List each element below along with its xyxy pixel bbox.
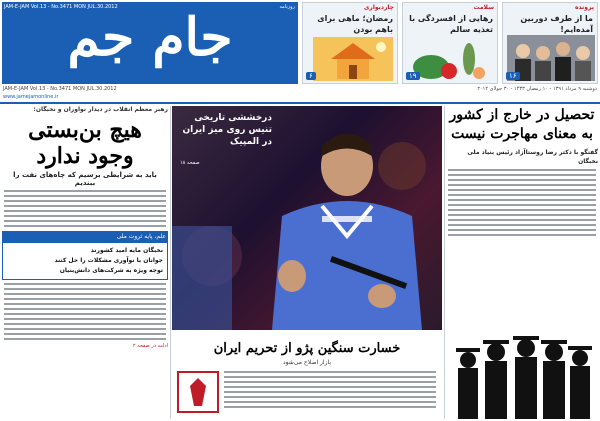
text-line xyxy=(4,333,166,335)
promo-page-number: ۶ xyxy=(306,72,316,80)
text-line xyxy=(448,229,596,231)
text-line xyxy=(224,406,436,408)
box-item: نخبگان مایه امید کشورند xyxy=(90,247,163,254)
column-divider xyxy=(170,106,171,419)
text-line xyxy=(224,371,436,373)
text-line xyxy=(448,224,596,226)
logo-label: روزنامه xyxy=(279,4,295,10)
story-headline-peugeot[interactable]: خسارت سنگین پژو از تحریم ایران xyxy=(213,341,401,356)
logo-wordmark: جام جم xyxy=(67,7,233,68)
text-line xyxy=(224,401,436,403)
promo-tag: چاردیواری xyxy=(363,4,394,11)
text-line xyxy=(4,338,166,340)
text-line xyxy=(224,391,436,393)
text-line xyxy=(224,381,436,383)
photo-caption: درخششی تاریخی تنیس روی میز ایران در المپیک xyxy=(182,113,272,147)
text-line xyxy=(448,184,596,186)
lead-body-text xyxy=(2,190,168,227)
text-line xyxy=(4,215,166,217)
text-line xyxy=(4,205,166,207)
text-line xyxy=(448,194,596,196)
lead-story-column xyxy=(2,106,168,419)
sidebar-box xyxy=(2,242,168,280)
text-line xyxy=(448,169,596,171)
right-headline[interactable]: تحصیل در خارج از کشور به معنای مهاجرت نیست xyxy=(449,107,595,142)
text-line xyxy=(4,195,166,197)
text-line xyxy=(4,283,166,285)
right-body-text xyxy=(446,169,598,236)
date-bar xyxy=(0,86,600,94)
promo-title: رهایی از افسردگی با تغذیه سالم xyxy=(409,14,493,34)
text-line xyxy=(4,293,166,295)
text-line xyxy=(4,225,166,227)
right-lead: گفتگو با دکتر رضا روستاآزاد رئیس بنیاد ملی نخبگان xyxy=(467,149,598,165)
text-line xyxy=(4,200,166,202)
text-line xyxy=(4,328,166,330)
house-icon xyxy=(313,37,393,81)
promo-tag: پرونده xyxy=(575,4,594,11)
vegetables-icon xyxy=(409,37,493,81)
text-line xyxy=(4,308,166,310)
story-body-text xyxy=(222,368,438,411)
text-line xyxy=(4,318,166,320)
masthead-rule xyxy=(0,102,600,104)
promo-box-dossier[interactable] xyxy=(502,2,598,84)
promo-title: رمضان؛ ماهی برای باهم بودن xyxy=(317,14,393,34)
text-line xyxy=(4,303,166,305)
text-line xyxy=(448,219,596,221)
text-line xyxy=(448,199,596,201)
people-photo-icon xyxy=(507,35,595,81)
text-line xyxy=(448,204,596,206)
text-line xyxy=(4,288,166,290)
box-item: جوانان با نوآوری مشکلات را حل کنند xyxy=(54,257,163,264)
lead-kicker: رهبر معظم انقلاب در دیدار نوآوران و نخبگان: xyxy=(33,106,168,113)
masthead xyxy=(0,0,600,92)
graduates-silhouette-illustration xyxy=(448,322,598,419)
text-line xyxy=(224,386,436,388)
text-line xyxy=(448,214,596,216)
promo-box-health[interactable] xyxy=(402,2,498,84)
photo-page-ref: صفحه ۱۸ xyxy=(180,160,200,166)
text-line xyxy=(448,234,596,236)
lead-body-text-continued xyxy=(2,283,168,340)
promo-tag: سلامت xyxy=(473,4,494,11)
date-persian: دوشنبه ۹ مرداد ۱۳۹۱ - ۱۰ رمضان ۱۴۳۳ - ۳۰ جولای ۲۰۱۲ xyxy=(477,86,597,92)
lead-photo[interactable] xyxy=(172,106,442,330)
promo-title: ما از طرف دوربین آمده‌ایم! xyxy=(520,14,593,34)
promo-box-ramadan[interactable] xyxy=(302,2,398,84)
text-line xyxy=(4,323,166,325)
text-line xyxy=(224,396,436,398)
text-line xyxy=(448,209,596,211)
text-line xyxy=(448,179,596,181)
date-latin: JAM-E-JAM Vol.13 - No.3471 MON JUL.30.2012 xyxy=(3,86,117,92)
newspaper-logo[interactable] xyxy=(2,2,298,84)
promo-page-number: ۱۹ xyxy=(406,72,420,80)
continue-link[interactable]: ادامه در صفحه ۲ xyxy=(132,343,168,349)
issue-meta: JAM-E-JAM Vol.13 - No.3471 MON JUL.30.2012 xyxy=(4,4,118,10)
text-line xyxy=(4,313,166,315)
lead-subheadline: باید به شرایطی برسیم که چاه‌های نفت را ببندیم xyxy=(13,171,157,187)
text-line xyxy=(4,190,166,192)
story-subheadline: بازار اصلاح می‌شود xyxy=(282,359,331,366)
lead-headline[interactable]: هیچ بن‌بستی وجود ندارد xyxy=(28,117,142,169)
column-divider xyxy=(444,106,445,419)
website-link[interactable]: www.jamejamonline.ir xyxy=(3,94,59,100)
sidebar-box-title: علم، پایه ثروت ملی xyxy=(2,231,168,242)
text-line xyxy=(224,376,436,378)
peugeot-logo-icon xyxy=(176,370,220,414)
text-line xyxy=(448,189,596,191)
text-line xyxy=(4,220,166,222)
text-line xyxy=(4,298,166,300)
text-line xyxy=(448,174,596,176)
box-item: توجه ویژه به شرکت‌های دانش‌بنیان xyxy=(59,267,163,274)
text-line xyxy=(4,210,166,212)
promo-page-number: ۱۶ xyxy=(506,72,520,80)
